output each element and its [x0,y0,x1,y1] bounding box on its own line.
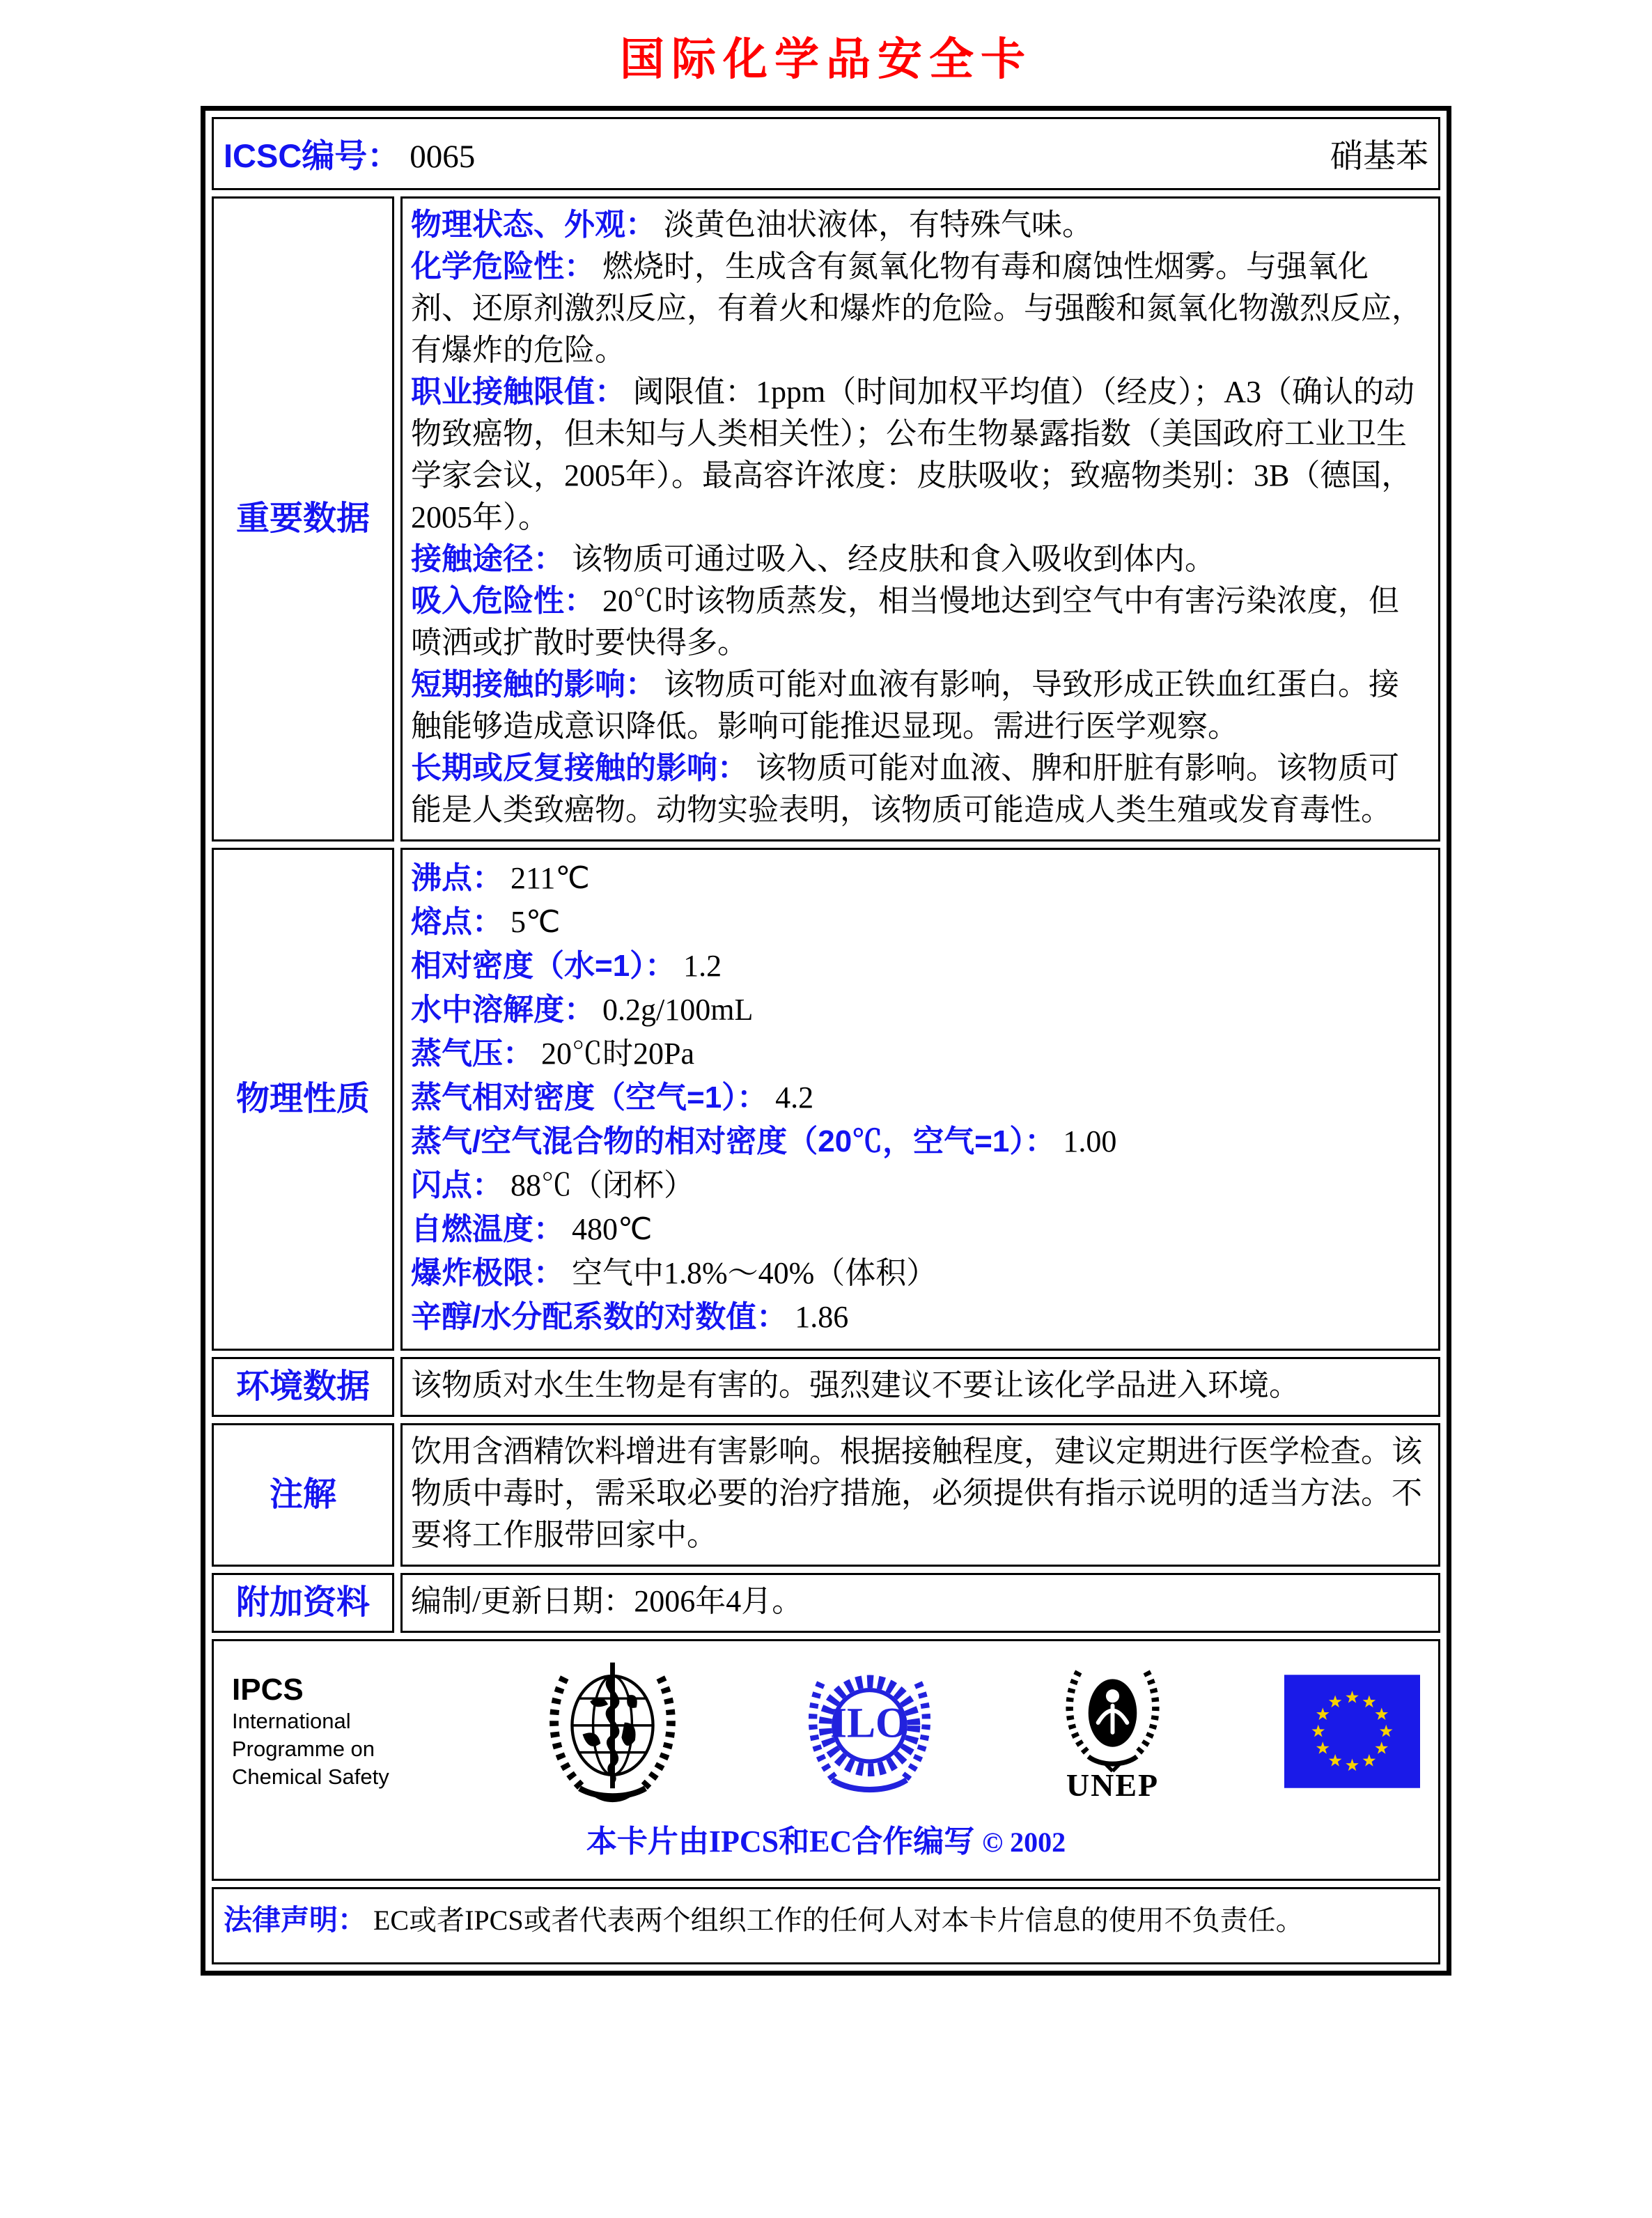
important-data-row [212,196,1440,842]
notes-label: 注解 [212,1423,394,1567]
important-item [411,371,1427,538]
item-term: 闪点： [411,1168,503,1202]
ipcs-acronym: IPCS [232,1672,304,1707]
physical-item [411,858,1427,899]
item-desc: 1.00 [1063,1124,1117,1158]
physical-item [411,1209,1427,1250]
item-term: 蒸气相对密度（空气=1）： [411,1080,768,1115]
cooperation-caption [232,1816,1420,1861]
physical-properties-row [212,848,1440,1351]
header-row [212,117,1440,190]
physical-properties-label: 物理性质 [212,848,394,1351]
additional-info-row [212,1573,1440,1633]
item-term: 爆炸极限： [411,1256,564,1290]
important-item [411,246,1427,371]
ipcs-line2: Programme on [232,1736,375,1761]
important-item [411,747,1427,831]
physical-item [411,989,1427,1031]
svg-text:ILO: ILO [830,1699,909,1747]
additional-info-content [400,1573,1440,1633]
item-term: 自燃温度： [411,1212,564,1246]
environmental-text: 该物质对水生生物是有害的。强烈建议不要让该化学品进入环境。 [411,1368,1300,1402]
item-desc: 88℃（闭杯） [511,1168,694,1202]
icsc-number-label: ICSC编号： [224,137,400,174]
ilo-icon [798,1660,941,1803]
environmental-data-content [400,1357,1440,1417]
item-term: 吸入危险性： [411,584,595,618]
item-desc: 阈限值：1ppm（时间加权平均值）（经皮）；A3（确认的动物致癌物，但未知与人类相关性）；公布生物暴露指数（美国政府工业卫生学家会议，2005年）。最高容许浓度：皮肤吸收；致癌物类别：3B（德国，2005年）。 [411,375,1415,534]
physical-item [411,1165,1427,1207]
item-term: 水中溶解度： [411,993,595,1027]
unep-wordmark: UNEP [1066,1767,1160,1803]
item-term: 短期接触的影响： [411,667,656,701]
important-data-label: 重要数据 [212,196,394,842]
physical-item [411,1121,1427,1163]
item-desc: 燃烧时，生成含有氮氧化物有毒和腐蚀性烟雾。与强氧化剂、还原剂激烈反应，有着火和爆炸的危险。与强酸和氮氧化物激烈反应，有爆炸的危险。 [411,249,1422,367]
item-desc: 4.2 [775,1080,814,1115]
important-item [411,204,1427,246]
chemical-name: 硝基苯 [1330,139,1428,175]
environmental-data-label: 环境数据 [212,1357,394,1417]
notes-text: 饮用含酒精饮料增进有害影响。根据接触程度，建议定期进行医学检查。该物质中毒时，需采取必要的治疗措施，必须提供有指示说明的适当方法。不要将工作服带回家中。 [411,1434,1422,1552]
caption-copyright: © 2002 [982,1827,1066,1858]
item-desc: 20℃时该物质蒸发，相当慢地达到空气中有害污染浓度，但喷洒或扩散时要快得多。 [411,584,1399,660]
who-icon [538,1657,687,1806]
environmental-data-row [212,1357,1440,1417]
additional-info-label: 附加资料 [212,1573,394,1633]
item-desc: 1.86 [795,1300,849,1334]
item-desc: 该物质可通过吸入、经皮肤和食入吸收到体内。 [572,542,1215,576]
item-term: 蒸气/空气混合物的相对密度（20℃，空气=1）： [411,1124,1056,1158]
important-item [411,664,1427,747]
item-desc: 1.2 [683,949,722,983]
ipcs-line3: Chemical Safety [232,1764,389,1789]
legal-row [212,1887,1440,1964]
item-desc: 该物质可能对血液有影响，导致形成正铁血红蛋白。接触能够造成意识降低。影响可能推迟显现。需进行医学观察。 [411,667,1399,743]
item-term: 接触途径： [411,542,564,576]
important-item [411,580,1427,664]
legal-text: EC或者IPCS或者代表两个组织工作的任何人对本卡片信息的使用不负责任。 [373,1905,1304,1936]
legal-label: 法律声明： [224,1904,366,1936]
item-desc: 480℃ [572,1212,653,1246]
item-desc: 空气中1.8%～40%（体积） [572,1256,937,1290]
legal-cell [212,1887,1440,1964]
item-term: 化学危险性： [411,249,595,284]
icsc-card [201,106,1451,1976]
physical-properties-content [400,848,1440,1351]
item-desc: 20℃时20Pa [541,1037,694,1071]
page-title: 国际化学品安全卡 [620,34,1032,84]
item-term: 相对密度（水=1）： [411,949,676,983]
ipcs-line1: International [232,1708,351,1733]
item-desc: 0.2g/100mL [602,993,754,1027]
physical-item [411,1253,1427,1294]
item-desc: 淡黄色油状液体，有特殊气味。 [664,208,1093,242]
important-item [411,538,1427,580]
eu-flag-icon [1284,1675,1420,1788]
important-data-content [400,196,1440,842]
item-term: 物理状态、外观： [411,208,656,242]
header-cell [212,117,1440,190]
icsc-number-value: 0065 [410,139,476,175]
item-term: 长期或反复接触的影响： [411,751,748,785]
item-term: 职业接触限值： [411,375,625,409]
item-desc: 5℃ [511,905,561,939]
notes-content [400,1423,1440,1567]
item-term: 蒸气压： [411,1037,533,1071]
item-term: 辛醇/水分配系数的对数值： [411,1300,788,1334]
physical-item [411,945,1427,987]
logos-row [212,1639,1440,1881]
additional-info-text: 编制/更新日期：2006年4月。 [411,1584,803,1618]
logos-cell [212,1639,1440,1881]
item-term: 熔点： [411,905,503,939]
physical-item [411,1077,1427,1119]
notes-row [212,1423,1440,1567]
ipcs-text-block [232,1673,427,1791]
physical-item [411,901,1427,943]
item-term: 沸点： [411,861,503,895]
caption-text: 本卡片由IPCS和EC合作编写 [586,1824,975,1859]
physical-item [411,1033,1427,1075]
item-desc: 该物质可能对血液、脾和肝脏有影响。该物质可能是人类致癌物。动物实验表明，该物质可能造成人类生殖或发育毒性。 [411,751,1399,827]
physical-item [411,1296,1427,1338]
unep-icon [1052,1662,1174,1801]
item-desc: 211℃ [511,861,590,895]
